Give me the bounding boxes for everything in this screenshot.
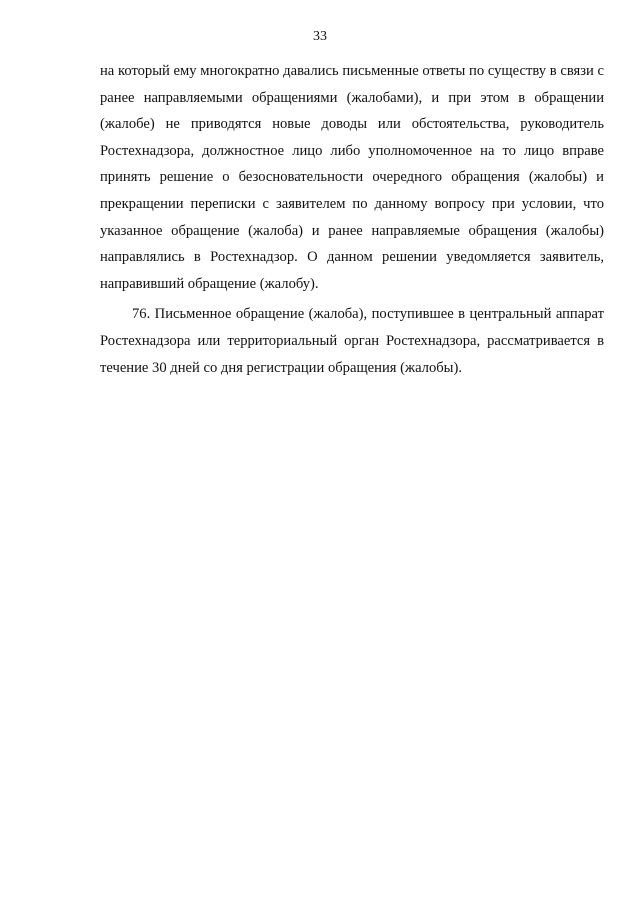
paragraph-item-76: 76. Письменное обращение (жалоба), поступившее в центральный аппарат Ростехнадзора или территориальный орган Ростехнадзора, рассматривается в течение 30 дней со дня регистрации обращения (жалобы). [100,306,604,376]
document-body [100,58,604,381]
paragraph-continuation: на который ему многократно давались письменные ответы по существу в связи с ранее направляемыми обращениями (жалобами), и при этом в обращении (жалобе) не приводятся новые доводы или обстоятельства, руководитель Ростехнадзора, должностное лицо либо уполномоченное на то лицо вправе принять решение о безосновательности очередного обращения (жалобы) и прекращении переписки с заявителем по данному вопросу при условии, что указанное обращение (жалоба) и ранее направляемые обращения (жалобы) направлялись в Ростехнадзор. О данном решении уведомляется заявитель, направивший обращение (жалобу). [100,63,604,292]
page-number: 33 [313,29,327,44]
